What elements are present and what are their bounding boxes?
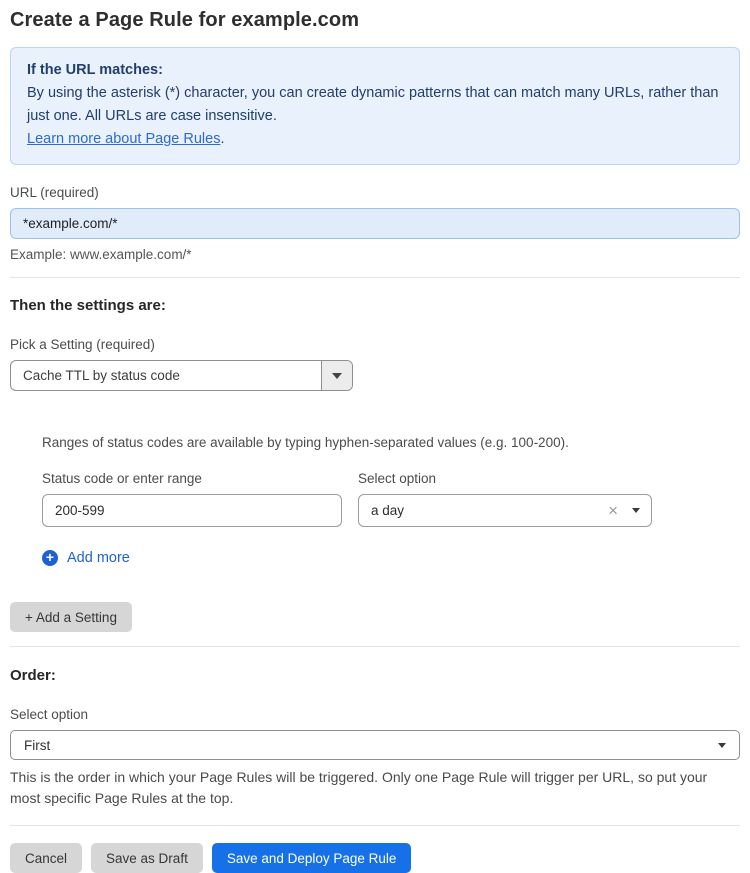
order-section-heading: Order: <box>10 667 56 684</box>
status-code-input[interactable] <box>42 494 342 527</box>
ttl-field <box>358 471 652 527</box>
url-match-info-box <box>10 47 740 165</box>
info-box-link-line <box>27 128 723 151</box>
order-select[interactable] <box>10 730 740 760</box>
clear-icon[interactable]: × <box>608 501 618 520</box>
settings-section-heading: Then the settings are: <box>10 297 166 314</box>
page-title: Create a Page Rule for example.com <box>10 9 360 31</box>
setting-select-arrow-button[interactable] <box>321 361 352 390</box>
divider <box>10 277 740 278</box>
divider <box>10 825 740 826</box>
url-input[interactable] <box>10 208 740 239</box>
status-ttl-row <box>42 471 740 527</box>
link-period: . <box>220 131 225 147</box>
caret-down-icon <box>332 373 342 379</box>
order-select-label: Select option <box>10 707 89 722</box>
order-select-value: First <box>24 737 51 753</box>
status-code-field <box>42 471 342 527</box>
url-field-label: URL (required) <box>10 185 99 200</box>
info-box-body: By using the asterisk (*) character, you can create dynamic patterns that can match many URLs, rather than just one. All URLs are case insensitive. <box>27 85 719 124</box>
ttl-select-label: Select option <box>358 471 437 486</box>
setting-select[interactable] <box>10 360 353 391</box>
pick-setting-label: Pick a Setting (required) <box>10 337 155 352</box>
setting-select-value: Cache TTL by status code <box>23 368 180 383</box>
save-as-draft-button[interactable]: Save as Draft <box>91 843 203 873</box>
cancel-button[interactable]: Cancel <box>10 843 82 873</box>
save-and-deploy-button[interactable]: Save and Deploy Page Rule <box>212 843 412 873</box>
status-range-hint: Ranges of status codes are available by typing hyphen-separated values (e.g. 100-200). <box>42 435 569 450</box>
add-more-link[interactable] <box>42 550 130 566</box>
ttl-select-value: a day <box>371 503 405 518</box>
url-example-text: Example: www.example.com/* <box>10 247 192 262</box>
plus-circle-icon: + <box>42 550 58 566</box>
caret-down-icon <box>632 508 640 513</box>
status-code-label: Status code or enter range <box>42 471 202 486</box>
caret-down-icon <box>718 743 726 748</box>
add-more-label: Add more <box>67 550 130 566</box>
learn-more-link[interactable]: Learn more about Page Rules <box>27 131 221 147</box>
cache-ttl-subsection <box>42 435 740 567</box>
add-setting-button[interactable]: + Add a Setting <box>10 602 132 632</box>
divider <box>10 646 740 647</box>
page-rule-form <box>0 9 750 873</box>
footer-actions <box>10 843 740 873</box>
ttl-select[interactable] <box>358 494 652 527</box>
order-help-text: This is the order in which your Page Rules will be triggered. Only one Page Rule will trigger per URL, so put your most specific Page Rules at the top. <box>10 769 708 806</box>
info-box-heading: If the URL matches: <box>27 62 163 78</box>
